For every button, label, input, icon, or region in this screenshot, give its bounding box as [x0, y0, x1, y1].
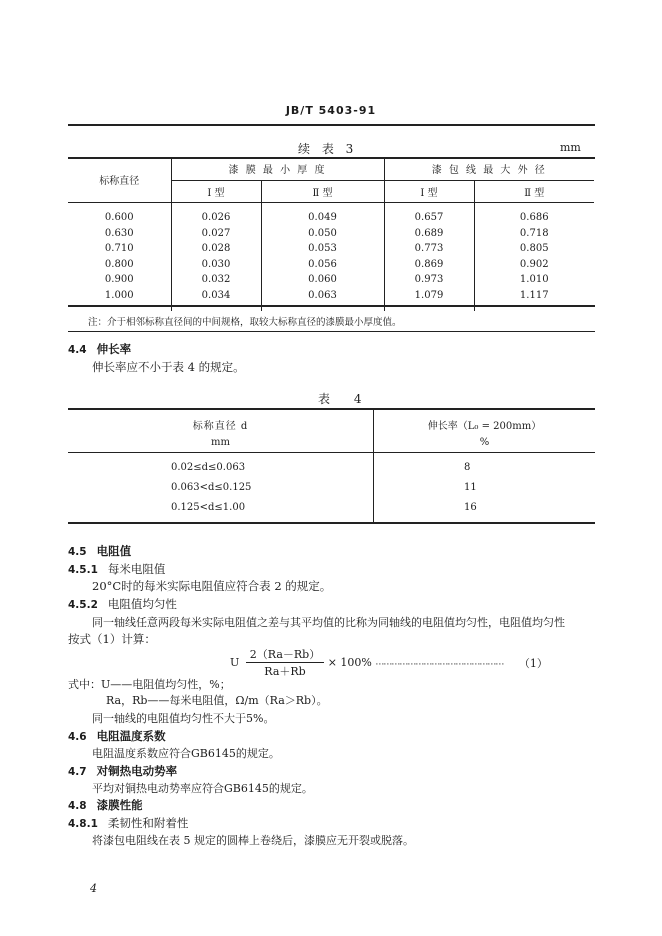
formula-number: （1）	[518, 656, 548, 670]
table3-header-film: 漆 膜 最 小 厚 度	[171, 158, 384, 180]
section-4-8-heading	[68, 797, 143, 813]
section-4-4-text: 伸长率应不小于表 4 的规定。	[92, 360, 245, 374]
table3-cell: 0.049	[261, 210, 384, 226]
table3-cell: 0.773	[384, 241, 474, 257]
table3-cell: 0.034	[171, 288, 261, 304]
table3-cell: 0.060	[261, 272, 384, 288]
section-4-4-heading	[68, 341, 131, 357]
section-number: 4.8	[68, 800, 87, 812]
table3-cell: 1.117	[519, 289, 549, 301]
table3-cell: 0.050	[261, 226, 384, 242]
table3-cell: 0.630	[68, 226, 171, 242]
table3-cell: 0.710	[68, 241, 171, 257]
table4-header-elongation	[374, 419, 595, 451]
table3-note: 注：介于相邻标称直径间的中间规格，取较大标称直径的漆膜最小厚度值。	[88, 317, 402, 328]
table4-bottom-rule	[68, 522, 595, 524]
section-4-6-text: 电阻温度系数应符合GB6145的规定。	[92, 747, 280, 760]
table4-cell: 0.02≤d≤0.063	[171, 462, 246, 473]
formula-dots: …………………………………………	[375, 657, 504, 668]
section-4-5-heading	[68, 543, 131, 559]
section-title: 电阻值均匀性	[107, 597, 177, 611]
formula-numerator: 2（Ra－Rb）	[246, 646, 324, 663]
table3-cell: 0.869	[384, 257, 474, 273]
formula-tail: × 100%	[327, 656, 372, 669]
table3-cell: 1.000	[68, 288, 171, 304]
section-4-7-text: 平均对铜热电动势率应符合GB6145的规定。	[92, 782, 313, 795]
table-row	[68, 272, 594, 288]
table3-note-rule	[68, 331, 595, 332]
table3-cell: 0.027	[171, 226, 261, 242]
table3-cell: 0.056	[261, 257, 384, 273]
page-number: 4	[90, 882, 97, 895]
section-4-5-2-text-line2: 按式（1）计算：	[68, 632, 156, 646]
table4-cell: 11	[464, 482, 477, 493]
table3-cell: 0.600	[68, 210, 171, 226]
table4-top-rule	[68, 408, 595, 410]
section-title: 对铜热电动势率	[96, 764, 178, 778]
section-4-6-heading	[68, 728, 166, 744]
table-row	[68, 482, 595, 498]
table4-cell: 8	[464, 462, 471, 473]
table4-cell: 16	[464, 502, 477, 513]
table4-col1-label: 标称直径 d	[192, 421, 249, 432]
table3-cell: 0.689	[384, 226, 474, 242]
table4-col2-unit: %	[479, 437, 490, 448]
table3-cell: 0.800	[68, 257, 171, 273]
table3-cell: 0.686	[519, 212, 549, 224]
table3-cell: 0.063	[261, 288, 384, 304]
section-number: 4.5.1	[68, 564, 98, 576]
table4-cell: 0.063<d≤0.125	[171, 482, 252, 493]
formula-1	[230, 646, 548, 679]
formula-denominator: Ra＋Rb	[264, 665, 306, 678]
table-row	[68, 502, 595, 518]
header-rule	[68, 124, 595, 126]
table4-caption: 表 4	[318, 392, 372, 406]
table3	[68, 158, 594, 311]
table3-cell: 1.079	[384, 288, 474, 304]
section-number: 4.4	[68, 344, 87, 356]
table3-cell: 0.900	[68, 272, 171, 288]
formula-where-line1: 式中：U——电阻值均匀性，%；	[68, 678, 231, 691]
section-number: 4.5.2	[68, 599, 98, 611]
table3-cell: 0.657	[384, 210, 474, 226]
table4-col1-unit: mm	[211, 437, 230, 448]
section-4-8-1-heading	[68, 815, 188, 831]
table3-sub-type3: Ⅰ 型	[384, 180, 474, 202]
section-4-7-heading	[68, 763, 177, 779]
section-number: 4.6	[68, 731, 87, 743]
table3-sub-type4: Ⅱ 型	[474, 180, 594, 202]
standard-number: JB/T 5403-91	[285, 104, 377, 117]
table3-cell: 0.973	[384, 272, 474, 288]
table3-cell: 0.030	[171, 257, 261, 273]
table3-sub-type1: Ⅰ 型	[171, 180, 261, 202]
table3-header-outer: 漆 包 线 最 大 外 径	[384, 158, 594, 180]
table3-cell: 0.053	[261, 241, 384, 257]
table-row	[68, 288, 594, 304]
table3-header-nominal: 标称直径	[68, 158, 171, 202]
section-number: 4.7	[68, 766, 87, 778]
section-4-8-1-text: 将漆包电阻线在表 5 规定的圆棒上卷绕后，漆膜应无开裂或脱落。	[92, 834, 414, 847]
table4-header-rule	[68, 452, 595, 453]
section-title: 电阻温度系数	[96, 729, 166, 743]
table3-cell: 0.028	[171, 241, 261, 257]
table-row	[68, 462, 595, 478]
table4-header-nominal	[68, 419, 373, 451]
table3-cell: 0.805	[519, 243, 549, 255]
section-number: 4.8.1	[68, 818, 98, 830]
table3-cell: 0.902	[519, 258, 549, 270]
section-title: 每米电阻值	[107, 562, 166, 576]
section-title: 柔韧性和附着性	[107, 816, 189, 830]
section-4-5-2-heading	[68, 596, 177, 612]
formula-lhs: U	[230, 656, 240, 669]
section-4-5-2-text-line1: 同一轴线任意两段每米实际电阻值之差与其平均值的比称为同轴线的电阻值均匀性，电阻值均匀性	[92, 616, 565, 629]
section-title: 伸长率	[96, 342, 132, 356]
table3-cell: 1.010	[519, 274, 549, 286]
section-4-5-1-heading	[68, 561, 165, 577]
table3-cell: 0.718	[519, 227, 549, 239]
table3-caption: 续 表 3	[298, 142, 358, 156]
table3-cell: 0.026	[171, 210, 261, 226]
section-number: 4.5	[68, 546, 87, 558]
table3-cell: 0.032	[171, 272, 261, 288]
section-title: 电阻值	[96, 544, 132, 558]
section-4-5-1-text: 20°C时的每米实际电阻值应符合表 2 的规定。	[92, 579, 332, 593]
table-row	[68, 210, 594, 226]
table3-bottom-rule	[68, 305, 595, 307]
table3-unit: mm	[560, 141, 581, 154]
section-title: 漆膜性能	[96, 798, 143, 812]
table-row	[68, 257, 594, 273]
table4-col2-label: 伸长率（L₀ = 200mm）	[427, 421, 542, 432]
table-row	[68, 241, 594, 257]
formula-where-line2: Ra，Rb——每米电阻值，Ω/m（Ra＞Rb）。	[106, 694, 328, 707]
table3-sub-type2: Ⅱ 型	[261, 180, 384, 202]
table4-cell: 0.125<d≤1.00	[171, 502, 246, 513]
section-4-5-2-requirement: 同一轴线的电阻值均匀性不大于5%。	[92, 712, 275, 725]
table-row	[68, 226, 594, 242]
formula-fraction	[246, 646, 324, 679]
